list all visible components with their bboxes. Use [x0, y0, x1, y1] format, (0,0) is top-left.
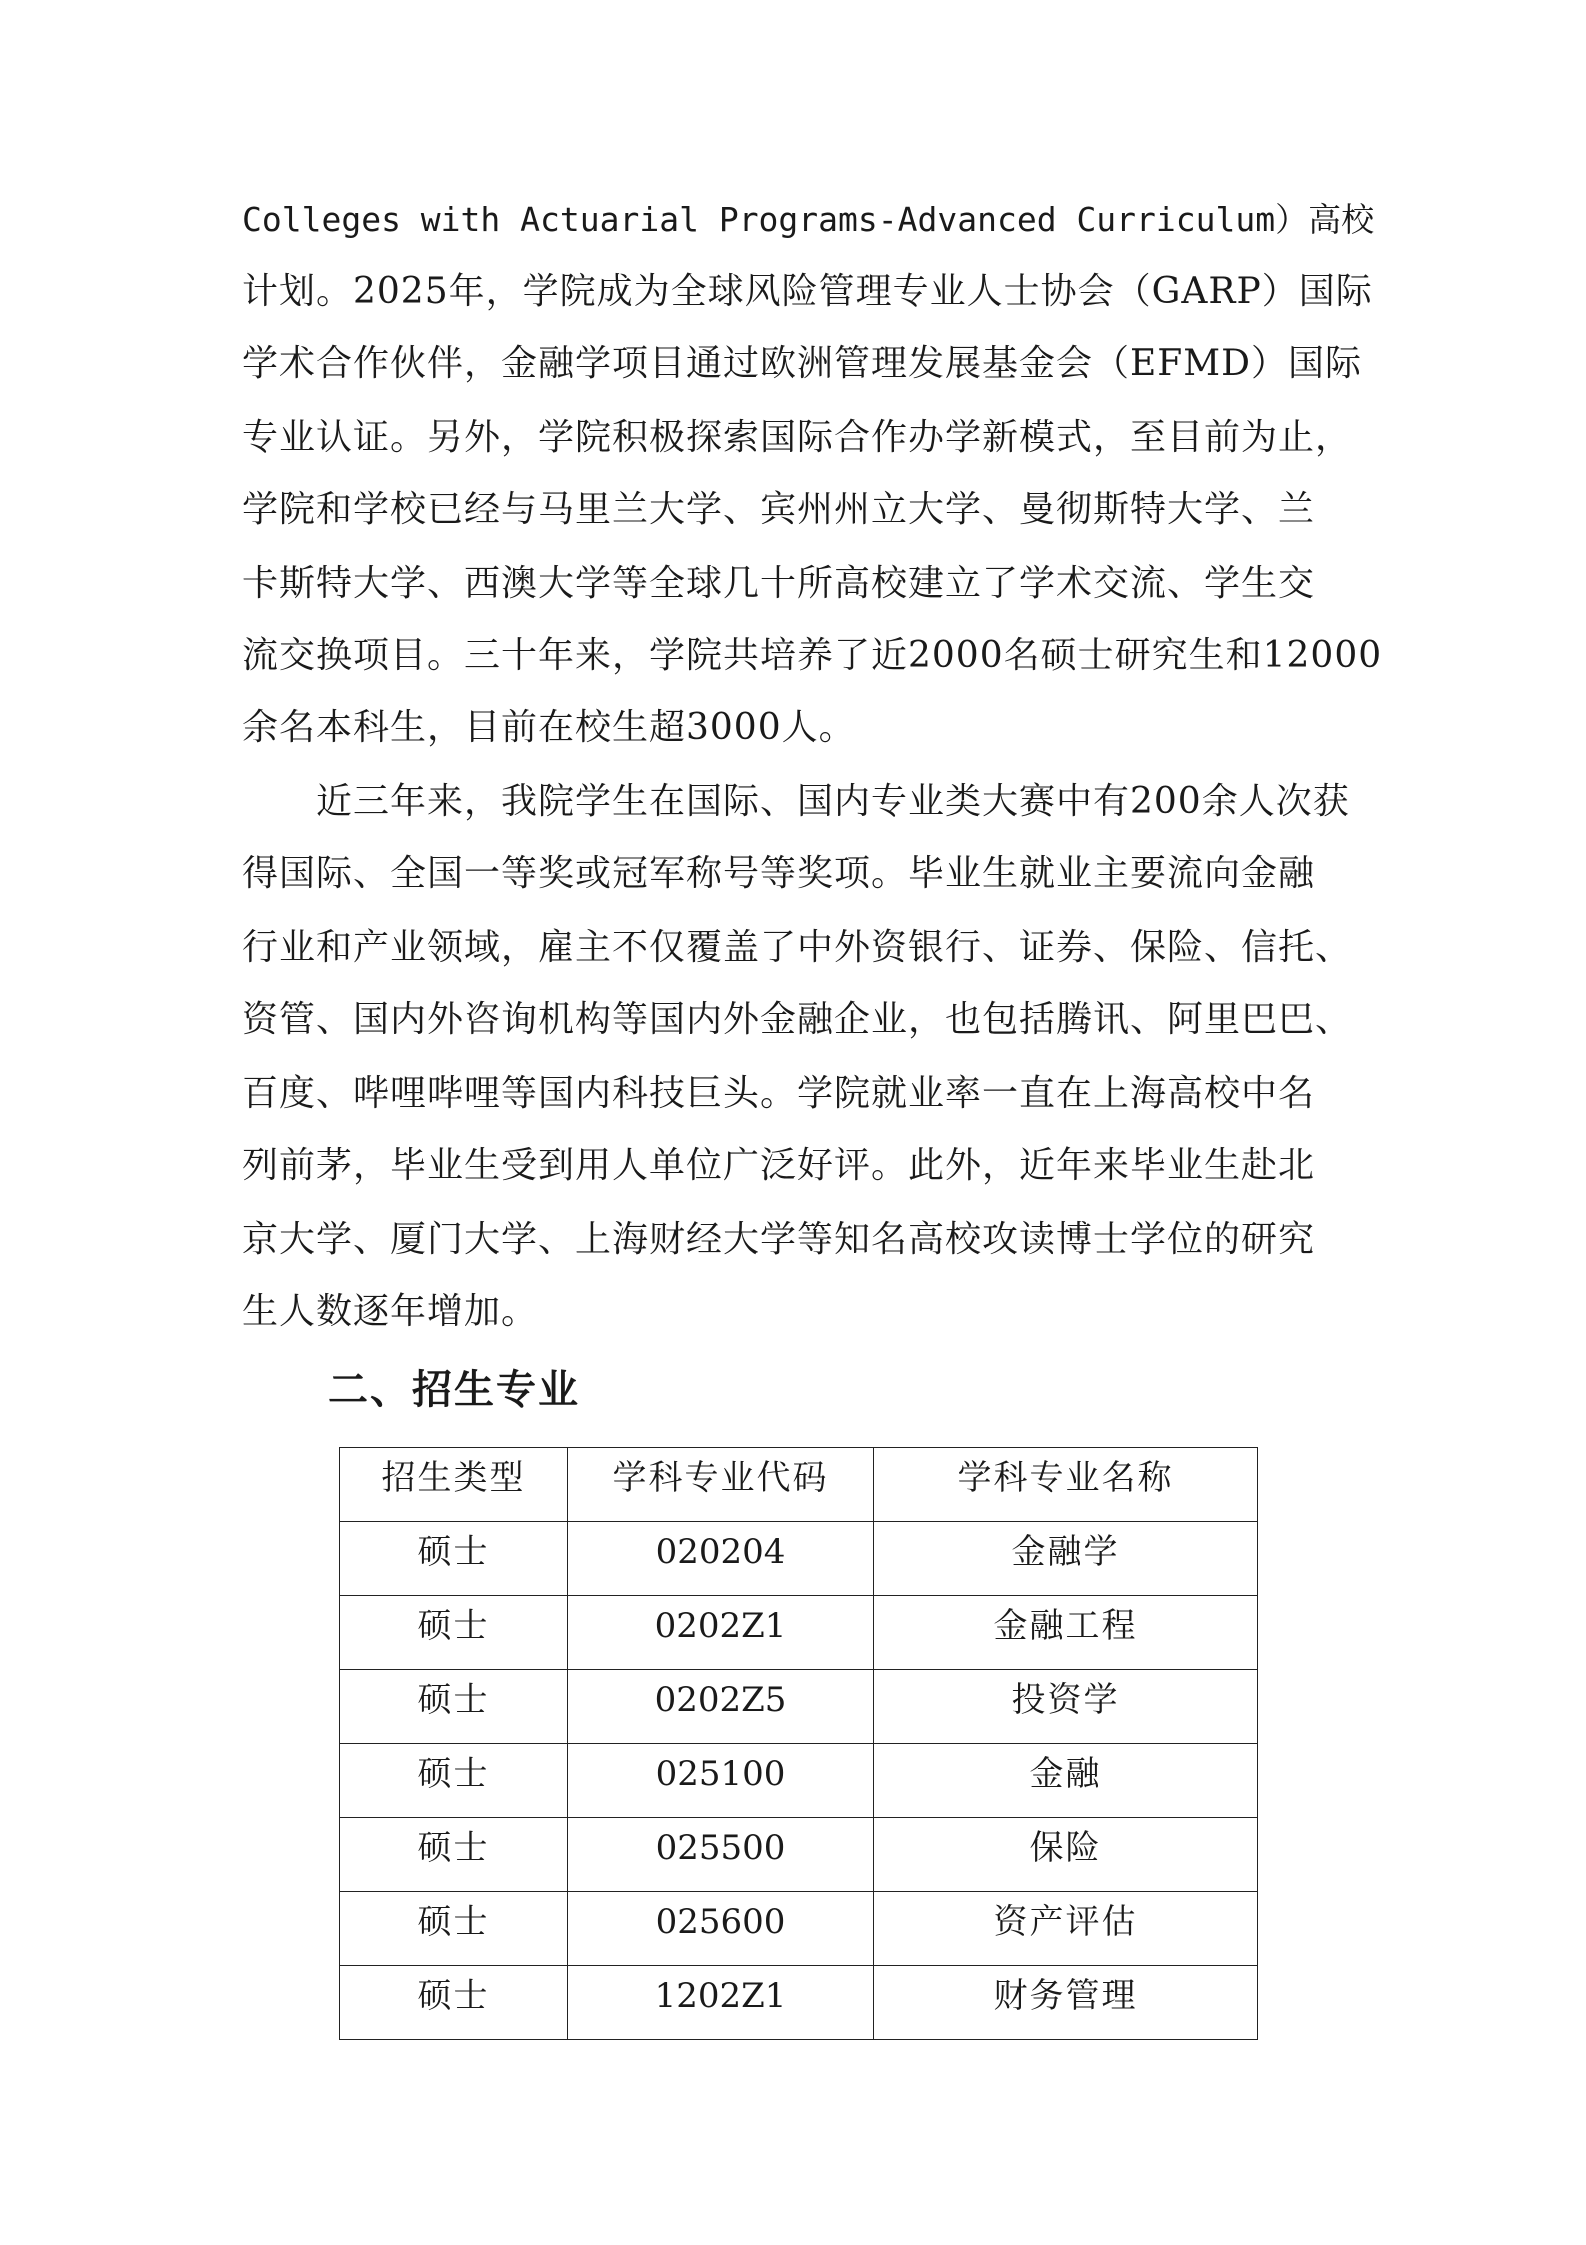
- table-row: [340, 1744, 1258, 1818]
- paragraph-line: 学术合作伙伴，金融学项目通过欧洲管理发展基金会（EFMD）国际: [242, 343, 1362, 384]
- cell-text: 硕士: [417, 1902, 490, 1942]
- cell-code: [568, 1892, 874, 1966]
- paragraph-line: Colleges with Actuarial Programs-Advanced Curriculum）高校: [242, 200, 1375, 239]
- paragraph-line: 资管、国内外咨询机构等国内外金融企业，也包括腾讯、阿里巴巴、: [242, 999, 1353, 1040]
- cell-code: [568, 1596, 874, 1670]
- table-row: [340, 1670, 1258, 1744]
- cell-name: [874, 1966, 1258, 2040]
- cell-type: [340, 1818, 568, 1892]
- cell-code: [568, 1966, 874, 2040]
- cell-name: [874, 1818, 1258, 1892]
- cell-text: 硕士: [417, 1828, 490, 1868]
- cell-text: 020204: [655, 1532, 786, 1572]
- cell-text: 金融工程: [993, 1606, 1138, 1646]
- cell-text: 财务管理: [993, 1976, 1138, 2016]
- paragraph-line: 百度、哔哩哔哩等国内科技巨头。学院就业率一直在上海高校中名: [242, 1073, 1316, 1114]
- cell-code: [568, 1818, 874, 1892]
- paragraph-line: 列前茅，毕业生受到用人单位广泛好评。此外，近年来毕业生赴北: [242, 1145, 1316, 1186]
- cell-code: [568, 1670, 874, 1744]
- paragraph-line: 近三年来，我院学生在国际、国内专业类大赛中有200余人次获: [316, 781, 1350, 822]
- cell-text: 硕士: [417, 1976, 490, 2016]
- cell-type: [340, 1596, 568, 1670]
- paragraph-line: 生人数逐年增加。: [242, 1291, 539, 1332]
- paragraph-line: 流交换项目。三十年来，学院共培养了近2000名硕士研究生和12000: [242, 635, 1383, 676]
- header-label: 学科专业代码: [612, 1458, 829, 1498]
- paragraph-line: 计划。2025年，学院成为全球风险管理专业人士协会（GARP）国际: [242, 271, 1373, 312]
- table-row: [340, 1596, 1258, 1670]
- cell-name: [874, 1892, 1258, 1966]
- cell-text: 025600: [655, 1902, 786, 1942]
- cell-type: [340, 1892, 568, 1966]
- cell-name: [874, 1744, 1258, 1818]
- cell-type: [340, 1522, 568, 1596]
- cell-type: [340, 1966, 568, 2040]
- cell-text: 硕士: [417, 1680, 490, 1720]
- cell-type: [340, 1670, 568, 1744]
- paragraph-line: 得国际、全国一等奖或冠军称号等奖项。毕业生就业主要流向金融: [242, 853, 1316, 894]
- cell-text: 0202Z1: [654, 1606, 787, 1646]
- header-label: 招生类型: [381, 1458, 526, 1498]
- column-header-code: [568, 1448, 874, 1522]
- cell-text: 1202Z1: [654, 1976, 787, 2016]
- section-heading: 二、招生专业: [328, 1367, 580, 1413]
- header-label: 学科专业名称: [957, 1458, 1174, 1498]
- table-row: [340, 1966, 1258, 2040]
- majors-table: [339, 1447, 1258, 2040]
- cell-name: [874, 1670, 1258, 1744]
- cell-text: 硕士: [417, 1532, 490, 1572]
- cell-text: 保险: [1029, 1828, 1102, 1868]
- paragraph-line: 专业认证。另外，学院积极探索国际合作办学新模式，至目前为止，: [242, 417, 1353, 458]
- cell-text: 0202Z5: [654, 1680, 787, 1720]
- cell-text: 资产评估: [993, 1902, 1138, 1942]
- cell-code: [568, 1744, 874, 1818]
- table-header-row: [340, 1448, 1258, 1522]
- paragraph-line: 卡斯特大学、西澳大学等全球几十所高校建立了学术交流、学生交: [242, 563, 1316, 604]
- cell-text: 025100: [655, 1754, 786, 1794]
- cell-code: [568, 1522, 874, 1596]
- cell-text: 硕士: [417, 1754, 490, 1794]
- cell-text: 投资学: [1011, 1680, 1120, 1720]
- table-row: [340, 1818, 1258, 1892]
- cell-name: [874, 1596, 1258, 1670]
- column-header-name: [874, 1448, 1258, 1522]
- cell-type: [340, 1744, 568, 1818]
- paragraph-line: 学院和学校已经与马里兰大学、宾州州立大学、曼彻斯特大学、兰: [242, 489, 1316, 530]
- paragraph-line: 余名本科生，目前在校生超3000人。: [242, 707, 856, 748]
- cell-text: 金融学: [1011, 1532, 1120, 1572]
- column-header-type: [340, 1448, 568, 1522]
- cell-text: 025500: [655, 1828, 786, 1868]
- table-row: [340, 1892, 1258, 1966]
- paragraph-line: 行业和产业领域，雇主不仅覆盖了中外资银行、证券、保险、信托、: [242, 927, 1353, 968]
- paragraph-line: 京大学、厦门大学、上海财经大学等知名高校攻读博士学位的研究: [242, 1219, 1316, 1260]
- cell-text: 硕士: [417, 1606, 490, 1646]
- cell-text: 金融: [1029, 1754, 1102, 1794]
- cell-name: [874, 1522, 1258, 1596]
- table-row: [340, 1522, 1258, 1596]
